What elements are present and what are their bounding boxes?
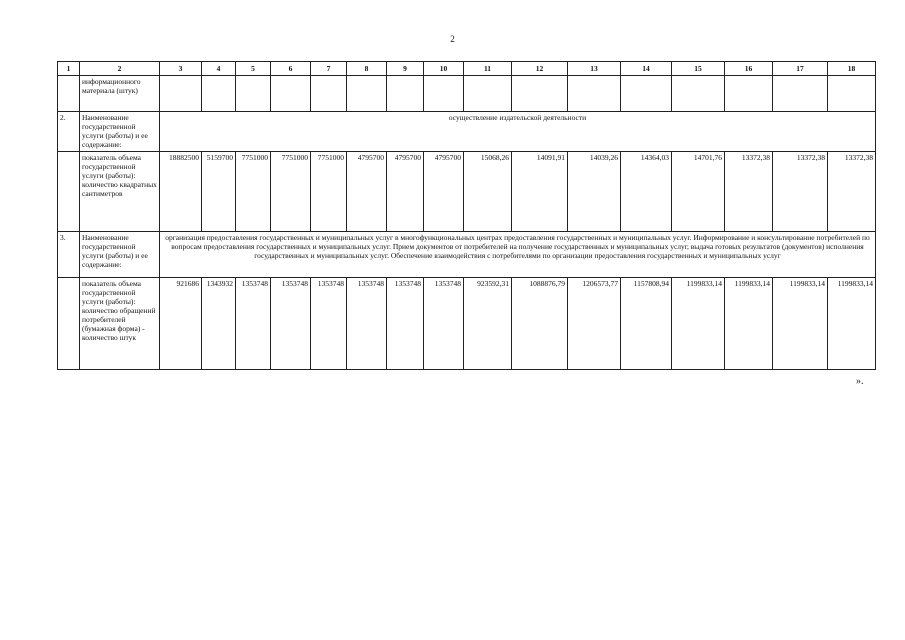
data-table (57, 61, 876, 370)
value-cell (464, 76, 512, 112)
value-cell: 1199833,14 (828, 277, 876, 369)
table-row (58, 112, 876, 152)
value-cell: 923592,31 (464, 277, 512, 369)
column-header: 14 (621, 62, 672, 76)
value-cell (387, 76, 424, 112)
value-cell (512, 76, 568, 112)
page-number: 2 (450, 34, 455, 44)
column-header: 2 (80, 62, 160, 76)
value-cell: 1088876,79 (512, 277, 568, 369)
closing-quote: ». (856, 376, 864, 387)
column-header: 15 (672, 62, 725, 76)
row-number (58, 151, 80, 231)
value-cell (236, 76, 271, 112)
row-description: показатель объема государственной услуги (работы): количество квадратных сантиметров (80, 151, 160, 231)
column-header: 4 (202, 62, 236, 76)
row-number: 2. (58, 112, 80, 152)
column-header: 1 (58, 62, 80, 76)
row-number (58, 277, 80, 369)
value-cell (621, 76, 672, 112)
column-header: 16 (725, 62, 773, 76)
column-header: 10 (424, 62, 464, 76)
table-row (58, 151, 876, 231)
column-header: 3 (160, 62, 202, 76)
row-number (58, 76, 80, 112)
row-description: Наименование государственной услуги (работы) и ее содержание: (80, 231, 160, 277)
value-cell: 1353748 (271, 277, 311, 369)
value-cell: 14091,91 (512, 151, 568, 231)
value-cell: 7751000 (271, 151, 311, 231)
table-row (58, 277, 876, 369)
value-cell: 1343932 (202, 277, 236, 369)
value-cell: 7751000 (311, 151, 347, 231)
column-header: 13 (568, 62, 621, 76)
value-cell: 14701,76 (672, 151, 725, 231)
column-header: 17 (773, 62, 828, 76)
value-cell: 1157808,94 (621, 277, 672, 369)
value-cell: 1206573,77 (568, 277, 621, 369)
value-cell: 1353748 (387, 277, 424, 369)
value-cell (725, 76, 773, 112)
value-cell (568, 76, 621, 112)
value-cell: 1199833,14 (725, 277, 773, 369)
value-cell: 921686 (160, 277, 202, 369)
value-cell: 4795700 (347, 151, 387, 231)
column-header: 12 (512, 62, 568, 76)
row-description: Наименование государственной услуги (работы) и ее содержание: (80, 112, 160, 152)
value-cell: 1353748 (424, 277, 464, 369)
value-cell (160, 76, 202, 112)
value-cell: 1199833,14 (773, 277, 828, 369)
row-description: информационного материала (штук) (80, 76, 160, 112)
value-cell: 5159700 (202, 151, 236, 231)
value-cell (828, 76, 876, 112)
service-content-text: организация предоставления государственных и муниципальных услуг в многофункциональных центрах предоставления государственных и муниципальных услуг. Информирование и консультирование потребителей по вопросам предоставления государственных и муниципальных услуг. Прием документов от потребителей на получение государственных и муниципальных услуг, выдача готовых результатов (документов) исполнения государственных и муниципальных услуг. Обеспечение взаимодействия с потребителями по организации предоставления государственных и муниципальных услуг (160, 231, 876, 277)
column-header: 8 (347, 62, 387, 76)
value-cell: 13372,38 (773, 151, 828, 231)
value-cell (271, 76, 311, 112)
table-row (58, 76, 876, 112)
value-cell: 18882500 (160, 151, 202, 231)
value-cell (311, 76, 347, 112)
value-cell (347, 76, 387, 112)
value-cell: 1199833,14 (672, 277, 725, 369)
value-cell: 13372,38 (725, 151, 773, 231)
row-description: показатель объема государственной услуги (работы): количество обращений потребителей (бумажная форма) - количество штук (80, 277, 160, 369)
value-cell: 15068,26 (464, 151, 512, 231)
value-cell: 7751000 (236, 151, 271, 231)
table-row (58, 231, 876, 277)
column-header: 7 (311, 62, 347, 76)
column-header: 11 (464, 62, 512, 76)
value-cell: 4795700 (424, 151, 464, 231)
value-cell: 4795700 (387, 151, 424, 231)
value-cell (672, 76, 725, 112)
value-cell: 13372,38 (828, 151, 876, 231)
service-content-text: осуществление издательской деятельности (160, 112, 876, 152)
row-number: 3. (58, 231, 80, 277)
column-header: 18 (828, 62, 876, 76)
header-row (58, 62, 876, 76)
column-header: 5 (236, 62, 271, 76)
column-header: 9 (387, 62, 424, 76)
value-cell: 1353748 (347, 277, 387, 369)
value-cell (773, 76, 828, 112)
value-cell: 1353748 (236, 277, 271, 369)
column-header: 6 (271, 62, 311, 76)
value-cell (202, 76, 236, 112)
value-cell (424, 76, 464, 112)
value-cell: 14039,26 (568, 151, 621, 231)
value-cell: 1353748 (311, 277, 347, 369)
value-cell: 14364,03 (621, 151, 672, 231)
